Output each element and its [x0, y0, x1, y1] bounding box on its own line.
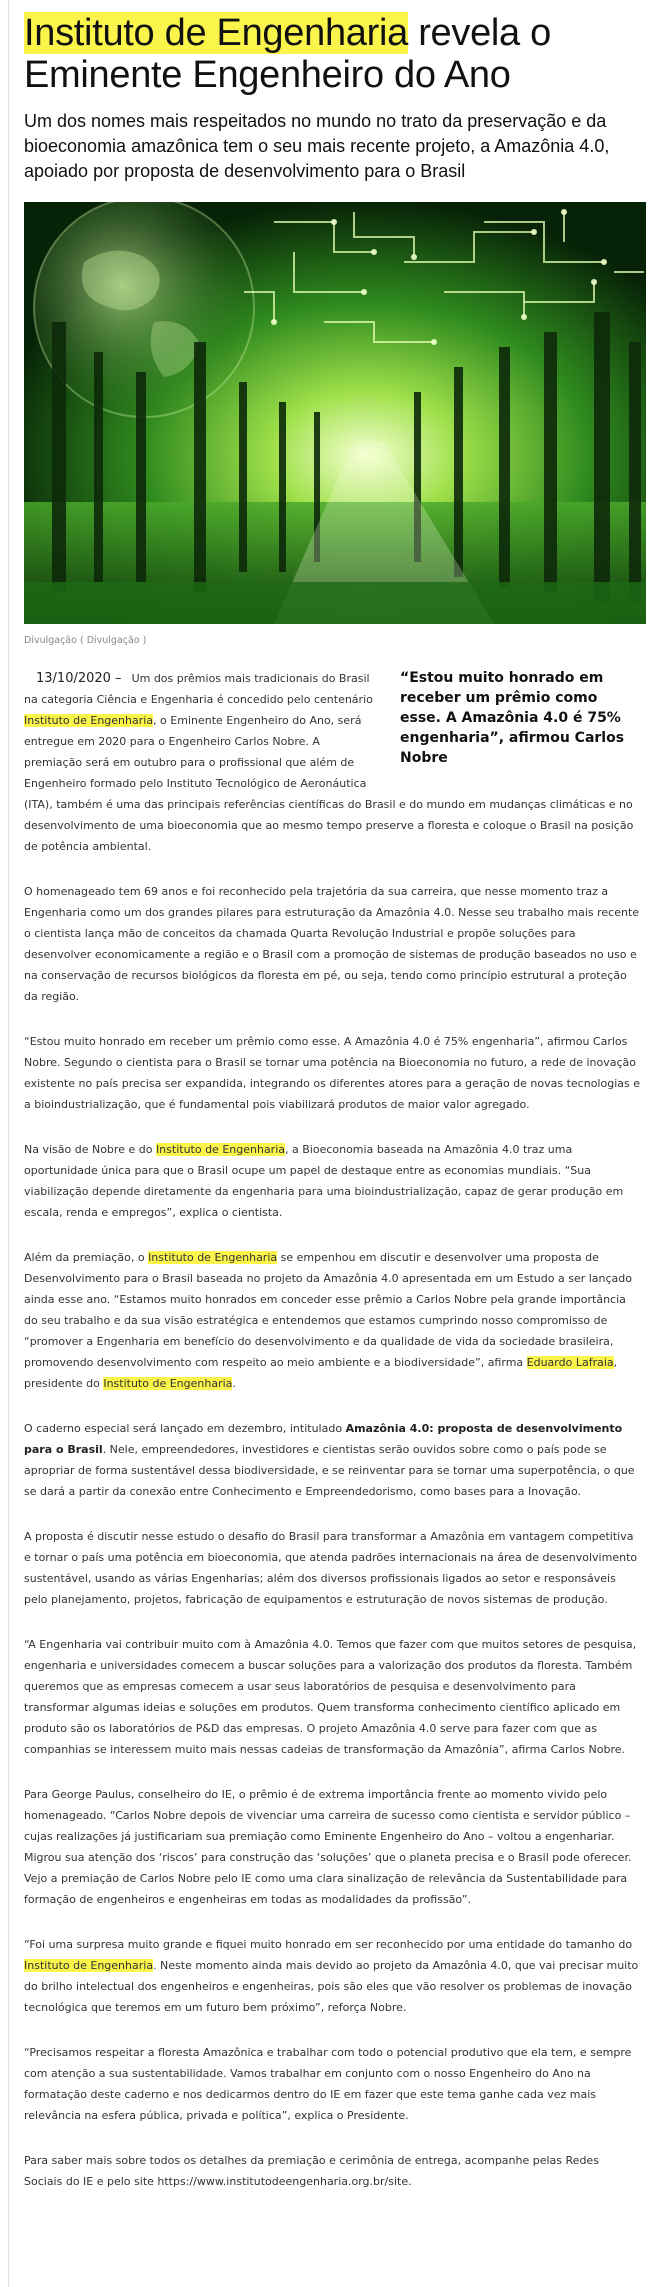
- forest-circuit-illustration: [24, 202, 646, 624]
- image-caption: Divulgação ( Divulgação ): [24, 635, 147, 646]
- highlight-instituto: Instituto de Engenharia: [155, 1143, 285, 1156]
- paragraph-9: Para George Paulus, conselheiro do IE, o prêmio é de extrema importância frente ao momento vivido pelo homenageado. “Carlos Nobre depois de vivenciar uma carreira de sucesso como cientista e servidor público – cujas realizações já justificariam sua premiação como Eminente Engenheiro do Ano – voltou a engenhariar. Migrou sua atenção dos ‘riscos’ para construção das ‘soluções’ que o planeta precisa e o Brasil pode oferecer. Vejo a premiação de Carlos Nobre pelo IE como uma clara sinalização de relevância da Sustentabilidade para formação de engenheiros e engenheiras em todas as modalidades da profissão”.: [24, 1788, 632, 1906]
- lead-text-rest: , o Eminente Engenheiro do Ano, será entregue em 2020 para o Engenheiro Carlos Nobre. A premiação será em outubro para o profissional que além de Engenheiro formado pelo Instituto Tecnológico de Aeronáutica (ITA), também é uma das principais referências científicas do Brasil e do mundo em mudanças climáticas e no desenvolvimento de uma bioeconomia que ao mesmo tempo preserve a floresta e coloque o Brasil na posição de potência ambiental.: [24, 714, 634, 853]
- p5-text-c: , presidente do: [24, 1356, 618, 1390]
- paragraph-5: [24, 1247, 640, 1394]
- p5-text-d: .: [232, 1377, 236, 1390]
- pull-quote: “Estou muito honrado em receber um prêmio como esse. A Amazônia 4.0 é 75% engenharia”, afirmou Carlos Nobre: [400, 670, 625, 766]
- p10-text-a: “Foi uma surpresa muito grande e fiquei muito honrado em ser reconhecido por uma entidade do tamanho do: [24, 1938, 633, 1951]
- paragraph-12: Para saber mais sobre todos os detalhes da premiação e cerimônia de entrega, acompanhe pelas Redes Sociais do IE e pelo site https://www.institutodeengenharia.org.br/site.: [24, 2154, 599, 2188]
- hero-image-forest-circuit: [24, 202, 646, 624]
- p6-text-b: . Nele, empreendedores, investidores e cientistas serão ouvidos sobre como o país pode se apropriar de forma sustentável dessa biodiversidade, e se reinventar para se tornar uma superpotência, o que se dará a partir da conexão entre Conhecimento e Empreendedorismo, como bases para a Inovação.: [24, 1443, 635, 1498]
- highlight-instituto: Instituto de Engenharia: [24, 714, 154, 727]
- paragraph-11: “Precisamos respeitar a floresta Amazônica e trabalhar com todo o potencial produtivo que ela tem, e sempre com atenção a sua sustentabilidade. Vamos trabalhar em conjunto com o nosso Engenheiro do Ano na formatação deste caderno e nos dedicarmos dentro do IE em fazer que este tema ganhe cada vez mais relevância na esfera pública, privada e política”, explica o Presidente.: [24, 2046, 632, 2122]
- highlight-instituto: Instituto de Engenharia: [148, 1251, 278, 1264]
- p5-text-a: Além da premiação, o: [24, 1251, 149, 1264]
- paragraph-8: “A Engenharia vai contribuir muito com à Amazônia 4.0. Temos que fazer com que muitos setores de pesquisa, engenharia e universidades comecem a buscar soluções para a valorização dos produtos da floresta. Também queremos que as empresas comecem a usar seus laboratórios de pesquisa e desenvolvimento para transformar algumas ideias e soluções em produtos. Quem transforma conhecimento científico aplicado em produto são os laboratórios de P&D das empresas. O projeto Amazônia 4.0 serve para fazer com que as companhias se interessem muito mais nessas cadeias de transformação da Amazônia”, afirma Carlos Nobre.: [24, 1638, 637, 1756]
- lead-text: Um dos prêmios mais tradicionais do Brasil na categoria Ciência e Engenharia é concedido pelo centenário: [24, 672, 373, 706]
- highlight-instituto: Instituto de Engenharia: [103, 1377, 233, 1390]
- article-title: [24, 12, 640, 96]
- paragraph-10: [24, 1934, 640, 2018]
- article-date: 13/10/2020 –: [36, 671, 122, 686]
- article: [24, 12, 640, 2216]
- lead-section: [24, 668, 640, 857]
- paragraph-3: “Estou muito honrado em receber um prêmio como esse. A Amazônia 4.0 é 75% engenharia”, afirmou Carlos Nobre. Segundo o cientista para o Brasil se tornar uma potência na Bioeconomia no futuro, a rede de inovação existente no país precisa ser expandida, integrando os diferentes atores para a geração de novas tecnologias e a bioindustrialização, que é fundamental pois viabilizará produtos de maior valor agregado.: [24, 1035, 640, 1111]
- highlight-instituto: Instituto de Engenharia: [24, 1959, 154, 1972]
- page-left-border: [8, 0, 9, 2287]
- paragraph-7: A proposta é discutir nesse estudo o desafio do Brasil para transformar a Amazônia em vantagem competitiva e tornar o país uma potência em bioeconomia, que atenda padrões internacionais na área de desenvolvimento sustentável, usando as várias Engenharias; além dos diversos profissionais ligados ao setor e responsáveis pelo planejamento, projetos, fabricação de equipamentos e estruturação de novos sistemas de produção.: [24, 1530, 638, 1606]
- p10-text-b: . Neste momento ainda mais devido ao projeto da Amazônia 4.0, que vai precisar muito do brilho intelectual dos engenheiros e engenheiras, pois são eles que vão resolver os problemas de inovação tecnológica que teremos em um futuro bem próximo”, reforça Nobre.: [24, 1959, 639, 2014]
- p4-text-a: Na visão de Nobre e do: [24, 1143, 156, 1156]
- paragraph-4: [24, 1139, 640, 1223]
- title-rest: revela o Eminente Engenheiro do Ano: [24, 12, 551, 96]
- title-highlight: Instituto de Engenharia: [24, 12, 408, 54]
- paragraph-2: O homenageado tem 69 anos e foi reconhecido pela trajetória da sua carreira, que nesse momento traz a Engenharia como um dos grandes pilares para estruturação da Amazônia 4.0. Nesse seu trabalho mais recente o cientista lança mão de conceitos da chamada Quarta Revolução Industrial e propõe soluções para desenvolver economicamente a região e o Brasil com a promoção de sistemas de produção baseados no uso e na conservação de recursos biológicos da floresta em pé, ou seja, tendo como princípio estrutural a proteção da região.: [24, 885, 640, 1003]
- p5-text-b: se empenhou em discutir e desenvolver uma proposta de Desenvolvimento para o Brasil baseada no projeto da Amazônia 4.0 apresentada em um Estudo a ser lançado ainda esse ano. “Estamos muito honrados em conceder esse prêmio a Carlos Nobre pela grande importância do seu trabalho e da sua visão estratégica e entendemos que estamos cumprindo nosso compromisso de “promover a Engenharia em benefício do desenvolvimento e da qualidade de vida da sociedade brasileira, promovendo desenvolvimento com respeito ao meio ambiente e a biodiversidade”, afirma: [24, 1251, 632, 1369]
- article-subtitle: Um dos nomes mais respeitados no mundo no trato da preservação e da bioeconomia amazônica tem o seu mais recente projeto, a Amazônia 4.0, apoiado por proposta de desenvolvimento para o Brasil: [24, 111, 610, 181]
- p4-text-b: , a Bioeconomia baseada na Amazônia 4.0 traz uma oportunidade única para que o Brasil ocupe um papel de destaque entre as economias mundiais. “Sua viabilização depende diretamente da engenharia para uma bioindustrialização, capaz de gerar produção em escala, renda e empregos”, explica o cientista.: [24, 1143, 624, 1219]
- highlight-eduardo-lafraia: Eduardo Lafraia: [526, 1356, 614, 1369]
- p6-text-a: O caderno especial será lançado em dezembro, intitulado: [24, 1422, 346, 1435]
- paragraph-6: [24, 1418, 640, 1502]
- caderno-title: Amazônia 4.0: proposta de desenvolvimento para o Brasil: [24, 1422, 623, 1456]
